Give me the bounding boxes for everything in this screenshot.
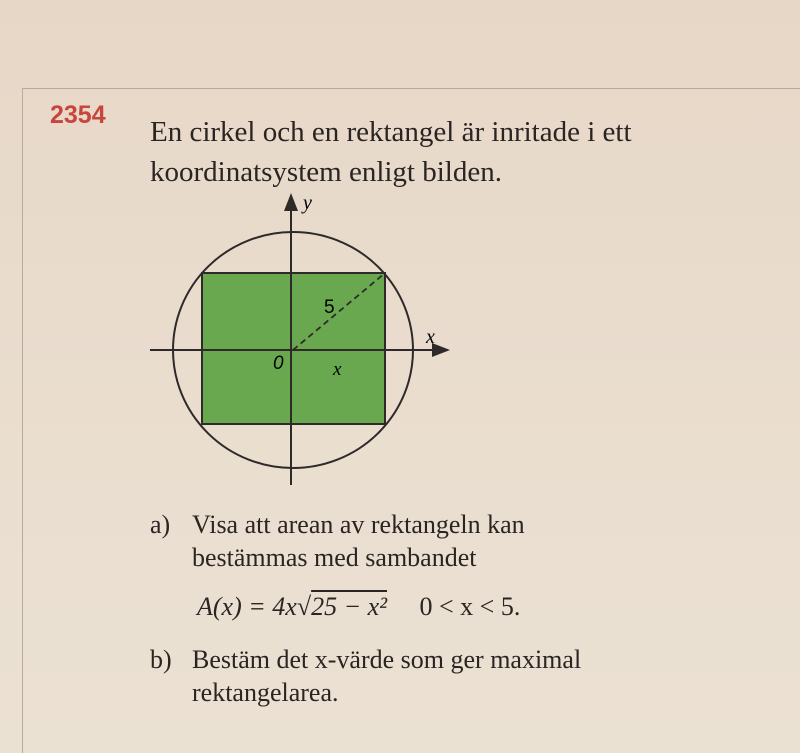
page-left-rule — [22, 88, 23, 753]
sqrt-sign: √ — [296, 592, 312, 621]
exercise-text-line1: En cirkel och en rektangel är inritade i ett — [150, 116, 632, 148]
exercise-number: 2354 — [50, 101, 106, 129]
page-top-rule — [22, 88, 800, 89]
x-axis-label: x — [426, 326, 435, 348]
origin-label: 0 — [273, 353, 284, 374]
y-axis-arrow — [284, 193, 298, 211]
y-axis-label: y — [303, 192, 312, 214]
circle-rectangle-figure — [140, 185, 470, 485]
part-b-letter: b) — [150, 645, 172, 674]
part-a-line2: bestämmas med sambandet — [192, 543, 477, 572]
area-formula — [197, 592, 520, 622]
radius-label: 5 — [324, 297, 335, 318]
part-a — [150, 508, 710, 574]
part-b-line1: Bestäm det x-värde som ger maximal — [192, 645, 582, 674]
part-a-line1: Visa att arean av rektangeln kan — [192, 510, 525, 539]
formula-left: A(x) = 4x — [197, 592, 297, 621]
formula-radicand: 25 − x² — [311, 592, 387, 621]
formula-domain: 0 < x < 5. — [419, 592, 521, 621]
exercise-text-line2: koordinatsystem enligt bilden. — [150, 156, 502, 188]
exercise-text — [150, 112, 750, 192]
x-variable-label: x — [333, 359, 342, 380]
part-b-line2: rektangelarea. — [192, 678, 339, 707]
part-a-letter: a) — [150, 510, 171, 539]
part-b — [150, 643, 710, 709]
